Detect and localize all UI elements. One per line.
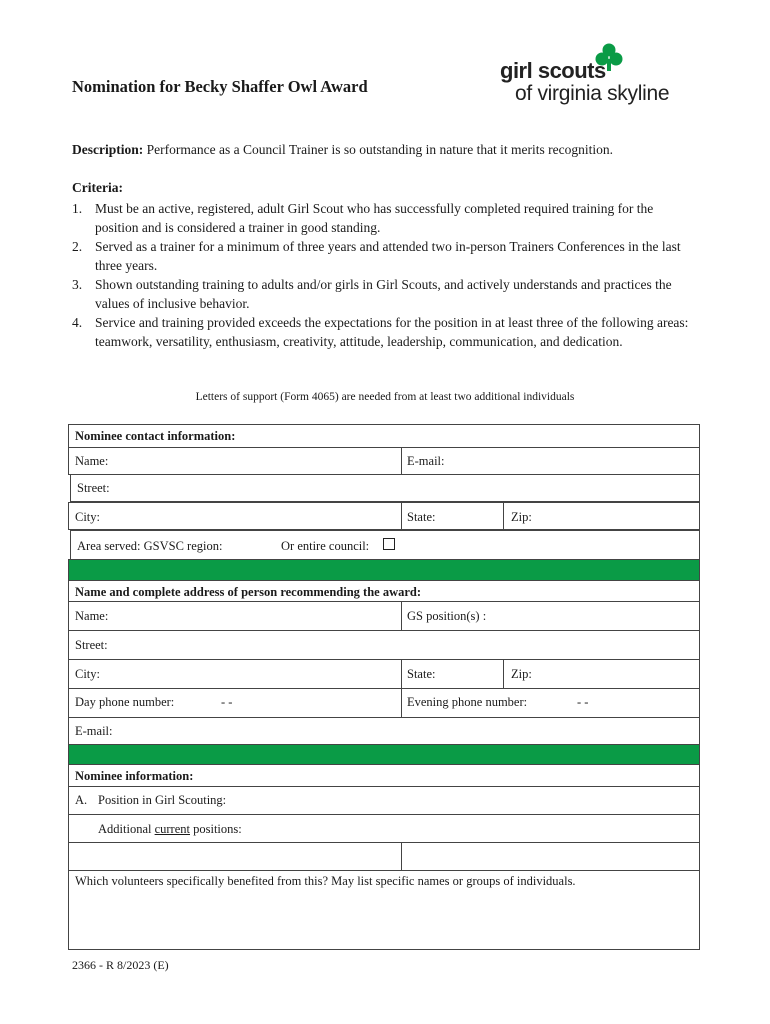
nominee-contact-heading: Nominee contact information: [75,429,236,443]
nominee-name-field[interactable]: Name: [75,454,109,468]
entire-council-label: Or entire council: [281,539,370,553]
recommender-city-field[interactable]: City: [75,667,101,681]
nominee-name-row [68,447,700,475]
recommender-city-row [68,659,700,689]
divider [503,660,504,688]
criteria-number: 2. [72,239,83,254]
additional-current-underlined: current [154,822,190,836]
description-label: Description: [72,142,144,157]
recommender-street-row [68,630,700,660]
recommender-name-field[interactable]: Name: [75,609,109,623]
description-text: Performance as a Council Trainer is so outstanding in nature that it merits recognition. [143,142,614,157]
recommender-zip-field[interactable]: Zip: [511,667,532,681]
nominee-city-row [68,502,700,530]
evening-phone-dashes: - - [577,695,589,709]
criteria-text: Must be an active, registered, adult Girl Scout who has successfully completed required training for the position and is considered a trainer in good standing. [95,201,654,235]
criteria-item [72,237,692,275]
additional-positions-row [68,814,700,843]
criteria-number: 1. [72,201,83,216]
additional-suffix: positions: [190,822,242,836]
divider [401,448,402,474]
section-divider-green [68,744,700,765]
recommender-email-field[interactable]: E-mail: [75,724,113,738]
nominee-city-field[interactable]: City: [75,510,101,524]
divider [401,503,402,529]
recommender-heading-row [68,580,700,602]
position-row [68,786,700,815]
position-field[interactable]: Position in Girl Scouting: [98,793,227,807]
nominee-contact-heading-row [68,424,700,448]
area-served-field[interactable]: Area served: GSVSC region: [77,539,223,553]
nominee-state-field[interactable]: State: [407,510,436,524]
criteria-text: Shown outstanding training to adults and/or girls in Girl Scouts, and actively understands and practices the values of inclusive behavior. [95,277,672,311]
position-letter: A. [75,793,88,807]
nominee-zip-field[interactable]: Zip: [511,510,532,524]
criteria-item [72,275,692,313]
evening-phone-field[interactable]: Evening phone number: [407,695,528,709]
letters-of-support-note: Letters of support (Form 4065) are needed from at least two additional individuals [195,391,575,403]
criteria-list [72,199,692,351]
nominee-email-field[interactable]: E-mail: [407,454,445,468]
logo-text-council: of virginia skyline [515,82,670,105]
additional-prefix: Additional [98,822,155,836]
divider [401,689,402,717]
criteria-heading: Criteria: [72,180,123,195]
page-title: Nomination for Becky Shaffer Owl Award [72,77,368,96]
criteria-number: 3. [72,277,83,292]
recommender-gs-position-field[interactable]: GS position(s) : [407,609,487,623]
recommender-street-field[interactable]: Street: [75,638,108,652]
recommender-phone-row [68,688,700,718]
recommender-name-row [68,601,700,631]
nominee-info-heading: Nominee information: [75,769,194,783]
additional-positions-blank-row[interactable] [68,842,700,871]
description [72,142,613,158]
divider [503,503,504,529]
additional-positions-field[interactable] [98,822,242,837]
day-phone-field[interactable]: Day phone number: [75,695,175,709]
logo-text-girl-scouts: girl scouts [500,58,606,83]
recommender-state-field[interactable]: State: [407,667,436,681]
nominee-street-field[interactable]: Street: [77,481,110,495]
girl-scouts-logo [498,42,698,112]
criteria-item [72,313,692,351]
day-phone-dashes: - - [221,695,233,709]
divider [401,843,402,870]
area-served-row [70,530,700,560]
entire-council-checkbox[interactable] [383,538,395,550]
recommender-heading: Name and complete address of person recommending the award: [75,585,422,599]
section-divider-green [68,559,700,581]
volunteers-benefited-box[interactable] [68,870,700,950]
divider [401,660,402,688]
form-number-footer: 2366 - R 8/2023 (E) [72,958,169,972]
criteria-item [72,199,692,237]
volunteers-benefited-question: Which volunteers specifically benefited from this? May list specific names or groups of individuals. [75,874,576,888]
nominee-info-heading-row [68,764,700,787]
divider [401,602,402,630]
criteria-text: Service and training provided exceeds the expectations for the position in at least three of the following areas: teamwork, versatility, enthusiasm, creativity, attitude, leadership, communication, and dedication. [95,315,689,349]
criteria-text: Served as a trainer for a minimum of three years and attended two in-person Trainers Conferences in the last three years. [95,239,681,273]
criteria-number: 4. [72,315,83,330]
recommender-email-row [68,717,700,745]
nominee-street-row [70,474,700,502]
